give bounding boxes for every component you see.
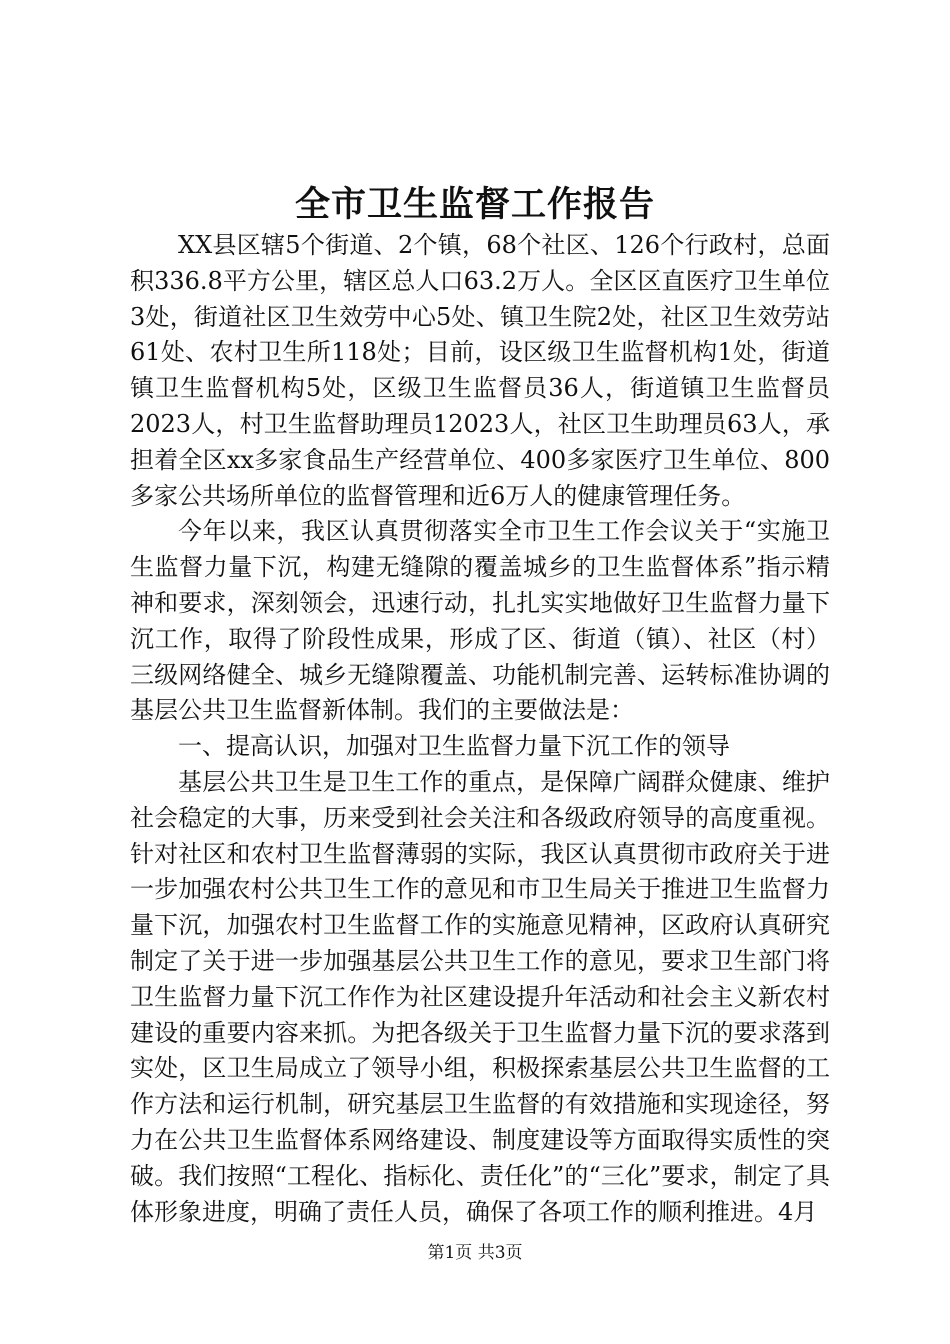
document-title: 全市卫生监督工作报告 (294, 184, 655, 225)
paragraph-progress: 今年以来，我区认真贯彻落实全市卫生工作会议关于“实施卫生监督力量下沉，构建无缝隙的覆盖城乡的卫生监督体系”指示精神和要求，深刻领会，迅速行动，扎扎实实地做好卫生监督力量下沉工作，取得了阶段性成果，形成了区、街道（镇）、社区（村）三级网络健全、城乡无缝隙覆盖、功能机制完善、运转标准协调的基层公共卫生监督新体制。我们的主要做法是： (130, 517, 830, 725)
document-body (130, 228, 830, 1230)
section-heading-1: 一、提高认识，加强对卫生监督力量下沉工作的领导 (178, 732, 730, 761)
paragraph-section-1: 基层公共卫生是卫生工作的重点，是保障广阔群众健康、维护社会稳定的大事，历来受到社会关注和各级政府领导的高度重视。针对社区和农村卫生监督薄弱的实际，我区认真贯彻市政府关于进一步加强农村公共卫生工作的意见和市卫生局关于推进卫生监督力量下沉，加强农村卫生监督工作的实施意见精神，区政府认真研究制定了关于进一步加强基层公共卫生工作的意见，要求卫生部门将卫生监督力量下沉工作作为社区建设提升年活动和社会主义新农村建设的重要内容来抓。为把各级关于卫生监督力量下沉的要求落到实处，区卫生局成立了领导小组，积极探索基层公共卫生监督的工作方法和运行机制，研究基层卫生监督的有效措施和实现途径，努力在公共卫生监督体系网络建设、制度建设等方面取得实质性的突破。我们按照“工程化、指标化、责任化”的“三化”要求，制定了具体形象进度，明确了责任人员，确保了各项工作的顺利推进。4月 (130, 767, 830, 1226)
page-number: 第1页 共3页 (427, 1243, 523, 1263)
paragraph-overview: XX县区辖5个街道、2个镇，68个社区、126个行政村，总面积336.8平方公里，辖区总人口63.2万人。全区区直医疗卫生单位3处，街道社区卫生效劳中心5处、镇卫生院2处，社区卫生效劳站61处、农村卫生所118处；目前，设区级卫生监督机构1处，街道镇卫生监督机构5处，区级卫生监督员36人，街道镇卫生监督员2023人，村卫生监督助理员12023人，社区卫生助理员63人，承担着全区xx多家食品生产经营单位、400多家医疗卫生单位、800多家公共场所单位的监督管理和近6万人的健康管理任务。 (130, 231, 830, 510)
